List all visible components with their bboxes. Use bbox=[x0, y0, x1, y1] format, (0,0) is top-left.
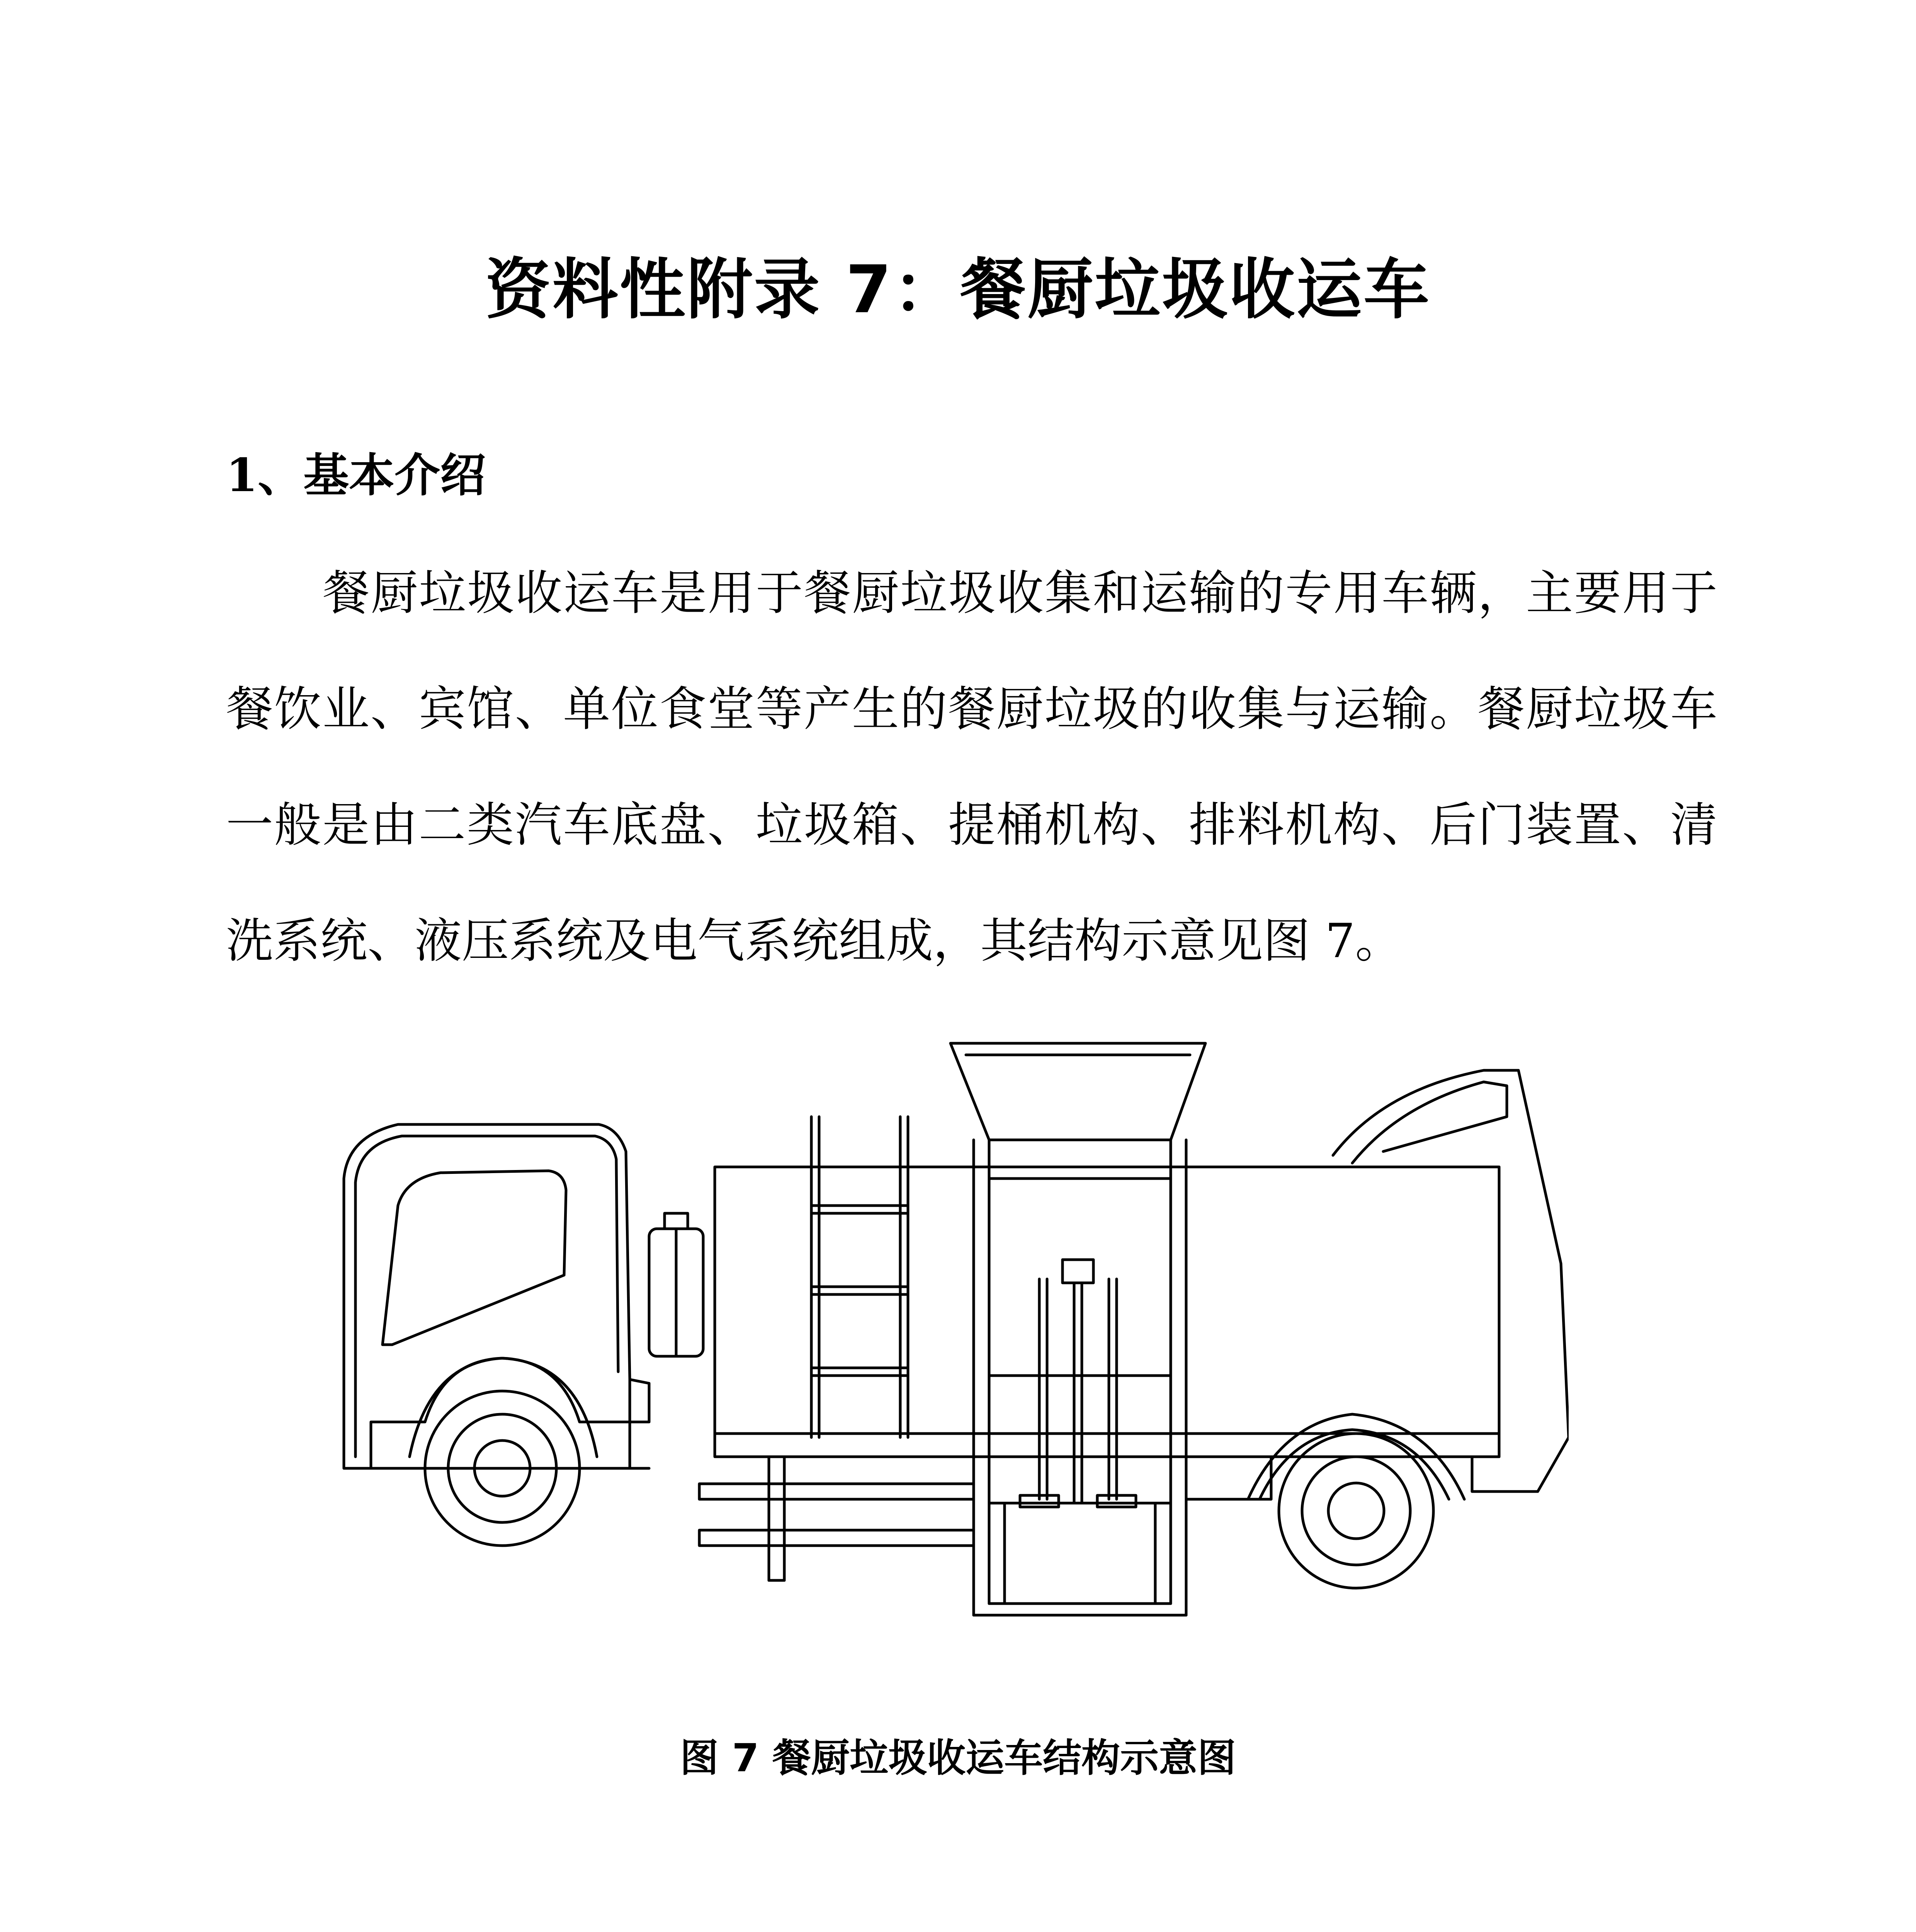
cab-outline bbox=[344, 1124, 649, 1468]
section-heading-basic-intro: 1、基本介绍 bbox=[226, 448, 486, 502]
rear-wheel bbox=[1248, 1414, 1464, 1588]
section-paragraph-basic-intro: 餐厨垃圾收运车是用于餐厨垃圾收集和运输的专用车辆，主要用于餐饮业、宾馆、单位食堂等产生的餐厨垃圾的收集与运输。餐厨垃圾车一般是由二类汽车底盘、垃圾箱、提桶机构、排料机构、后门装置、清洗系统、液压系统及电气系统组成，其结构示意见图 7。 bbox=[226, 566, 1717, 968]
rear-door bbox=[1333, 1070, 1569, 1492]
gas-cylinder bbox=[649, 1213, 703, 1356]
ladder bbox=[811, 1117, 908, 1437]
figure-caption: 图 7 餐厨垃圾收运车结构示意图 bbox=[680, 1735, 1236, 1781]
garbage-box bbox=[715, 1167, 1499, 1457]
truck-structure-diagram bbox=[309, 1012, 1569, 1677]
front-wheel bbox=[410, 1358, 597, 1546]
page-title: 资料性附录 7：餐厨垃圾收运车 bbox=[485, 252, 1431, 328]
bin-lifter bbox=[950, 1043, 1205, 1615]
